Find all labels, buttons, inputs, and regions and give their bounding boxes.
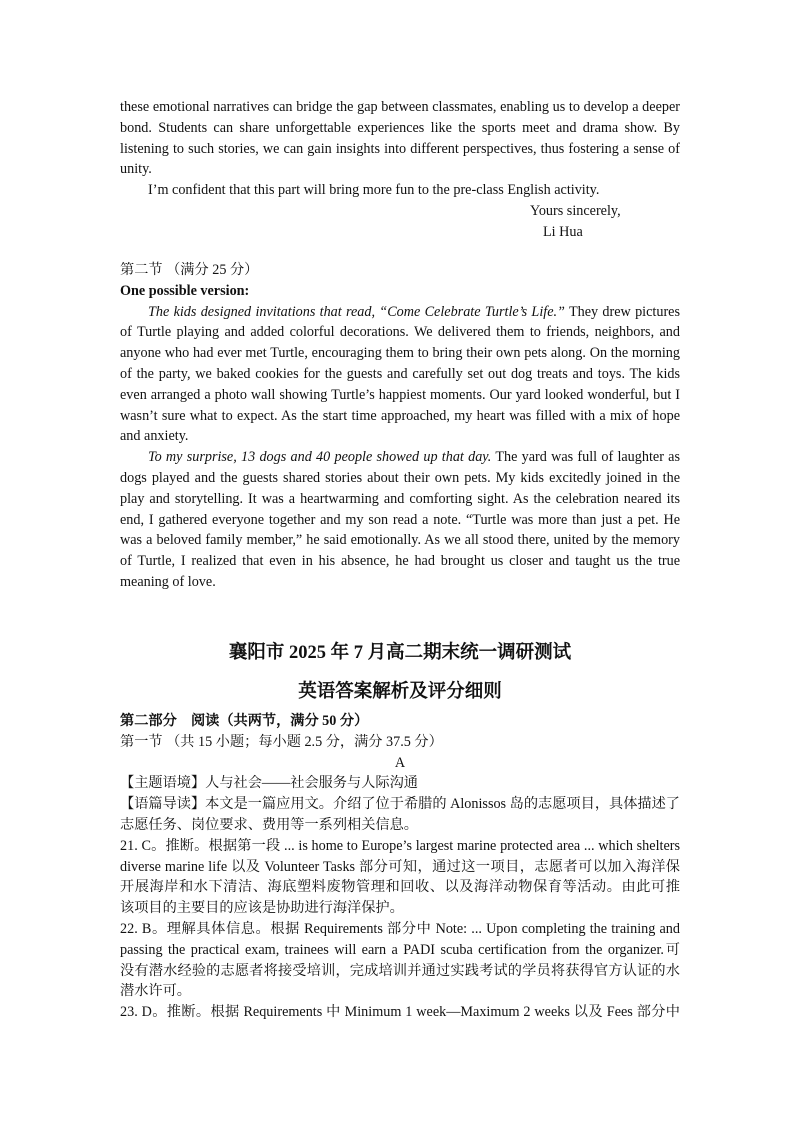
text-line — [120, 447, 680, 468]
text-line: end, I gathered everyone together and my son read a note. “Turtle was more than just a pet. He — [120, 511, 680, 528]
text-line: 23. D。推断。根据 Requirements 中 Minimum 1 week—Maximum 2 weeks 以及 Fees 部分中 — [120, 1004, 680, 1021]
answer-key — [120, 711, 680, 1023]
text-line: 潜水许可。 — [120, 983, 191, 1000]
text-line: of the party, we baked cookies for the guests and carefully set out dog treats and toys. The kids — [120, 365, 680, 382]
text-line: and anxiety. — [120, 428, 189, 445]
text-line: 该项目的主要目的应该是协助进行海洋保护。 — [120, 900, 404, 917]
text-line: these emotional narratives can bridge the gap between classmates, enabling us to develop a deeper — [120, 99, 680, 115]
text-line: 【语篇导读】本文是一篇应用文。介绍了位于希腊的 Alonissos 岛的志愿项目，具体描述了 — [120, 796, 680, 813]
text-line: 志愿任务、岗位要求、费用等一系列相关信息。 — [120, 816, 418, 833]
text-line — [120, 302, 680, 323]
text-line: 21. C。推断。根据第一段 ... is home to Europe’s largest marine protected area ... which shelters — [120, 837, 680, 854]
text-line: unity. — [120, 161, 152, 178]
text-line: diverse marine life 以及 Volunteer Tasks 部分可知，通过这一项目，志愿者可以加入海洋保 — [120, 858, 680, 875]
passage-label: A — [394, 754, 406, 771]
text-run: They drew pictures — [564, 303, 680, 320]
text-line: anyone who had ever met Turtle, encouraging them to bring their own pets along. On the morning — [120, 345, 680, 362]
text-line: dogs played and the guests shared stories about their own pets. My kids excitedly joined in the — [120, 469, 680, 486]
text-line: passing the practical exam, trainees will earn a PADI scuba certification from the organizer.可 — [120, 941, 680, 958]
part-heading: 第二部分 阅读（共两节，满分 50 分） — [120, 713, 369, 729]
text-line: 【主题语境】人与社会——社会服务与人际沟通 — [120, 775, 418, 792]
version-label: One possible version: — [120, 282, 250, 299]
letter-closing: Yours sincerely, — [530, 202, 621, 219]
text-line: 开展海岸和水下清洁、海底塑料废物管理和回收、以及海洋动物保育等活动。由此可推 — [120, 879, 680, 896]
letter-signature: Li Hua — [543, 223, 583, 240]
text-line: I’m confident that this part will bring more fun to the pre-class English activity. — [148, 182, 600, 199]
text-run: The yard was full of laughter as — [491, 449, 680, 466]
letter-ending — [120, 97, 680, 243]
given-sentence: To my surprise, 13 dogs and 40 people showed up that day. — [148, 449, 492, 466]
text-line: of Turtle playing and added colorful decorations. We delivered them to friends, neighbors, and — [120, 324, 680, 341]
text-line: bond. Students can share unforgettable experiences like the sports meet and drama show. By — [120, 119, 680, 136]
text-line: meaning of love. — [120, 573, 216, 590]
text-line: was a beloved family member,” he said emotionally. As we all stood there, united by the memory — [120, 532, 680, 549]
text-line: 22. B。理解具体信息。根据 Requirements 部分中 Note: ... Upon completing the training and — [120, 920, 680, 937]
document-subtitle: 英语答案解析及评分细则 — [298, 682, 502, 702]
text-line: play and storytelling. It was a heartwarming and comforting sight. As the celebration neared its — [120, 490, 680, 507]
text-line: wasn’t sure what to expect. As the start time approached, my heart was filled with a mix of hope — [120, 407, 680, 424]
document-title: 襄阳市 2025 年 7 月高二期末统一调研测试 — [228, 643, 572, 663]
text-line: listening to such stories, we can gain insights into different perspectives, thus fostering a sense of — [120, 140, 680, 157]
section-heading: 第二节 （满分 25 分） — [120, 262, 259, 278]
sample-essay — [120, 260, 680, 593]
text-line: 没有潜水经验的志愿者将接受培训，完成培训并通过实践考试的学员将获得官方认证的水 — [120, 962, 680, 979]
section-heading: 第一节 （共 15 小题；每小题 2.5 分，满分 37.5 分） — [120, 733, 443, 750]
text-line: of Turtle, I realized that even in his absence, he had brought us closer and taught us the true — [120, 553, 680, 570]
given-sentence: The kids designed invitations that read, “Come Celebrate Turtle’s Life.” — [148, 303, 565, 320]
text-line: even arranged a photo wall showing Turtle’s happiest moments. Our yard looked wonderful, but I — [120, 386, 680, 403]
